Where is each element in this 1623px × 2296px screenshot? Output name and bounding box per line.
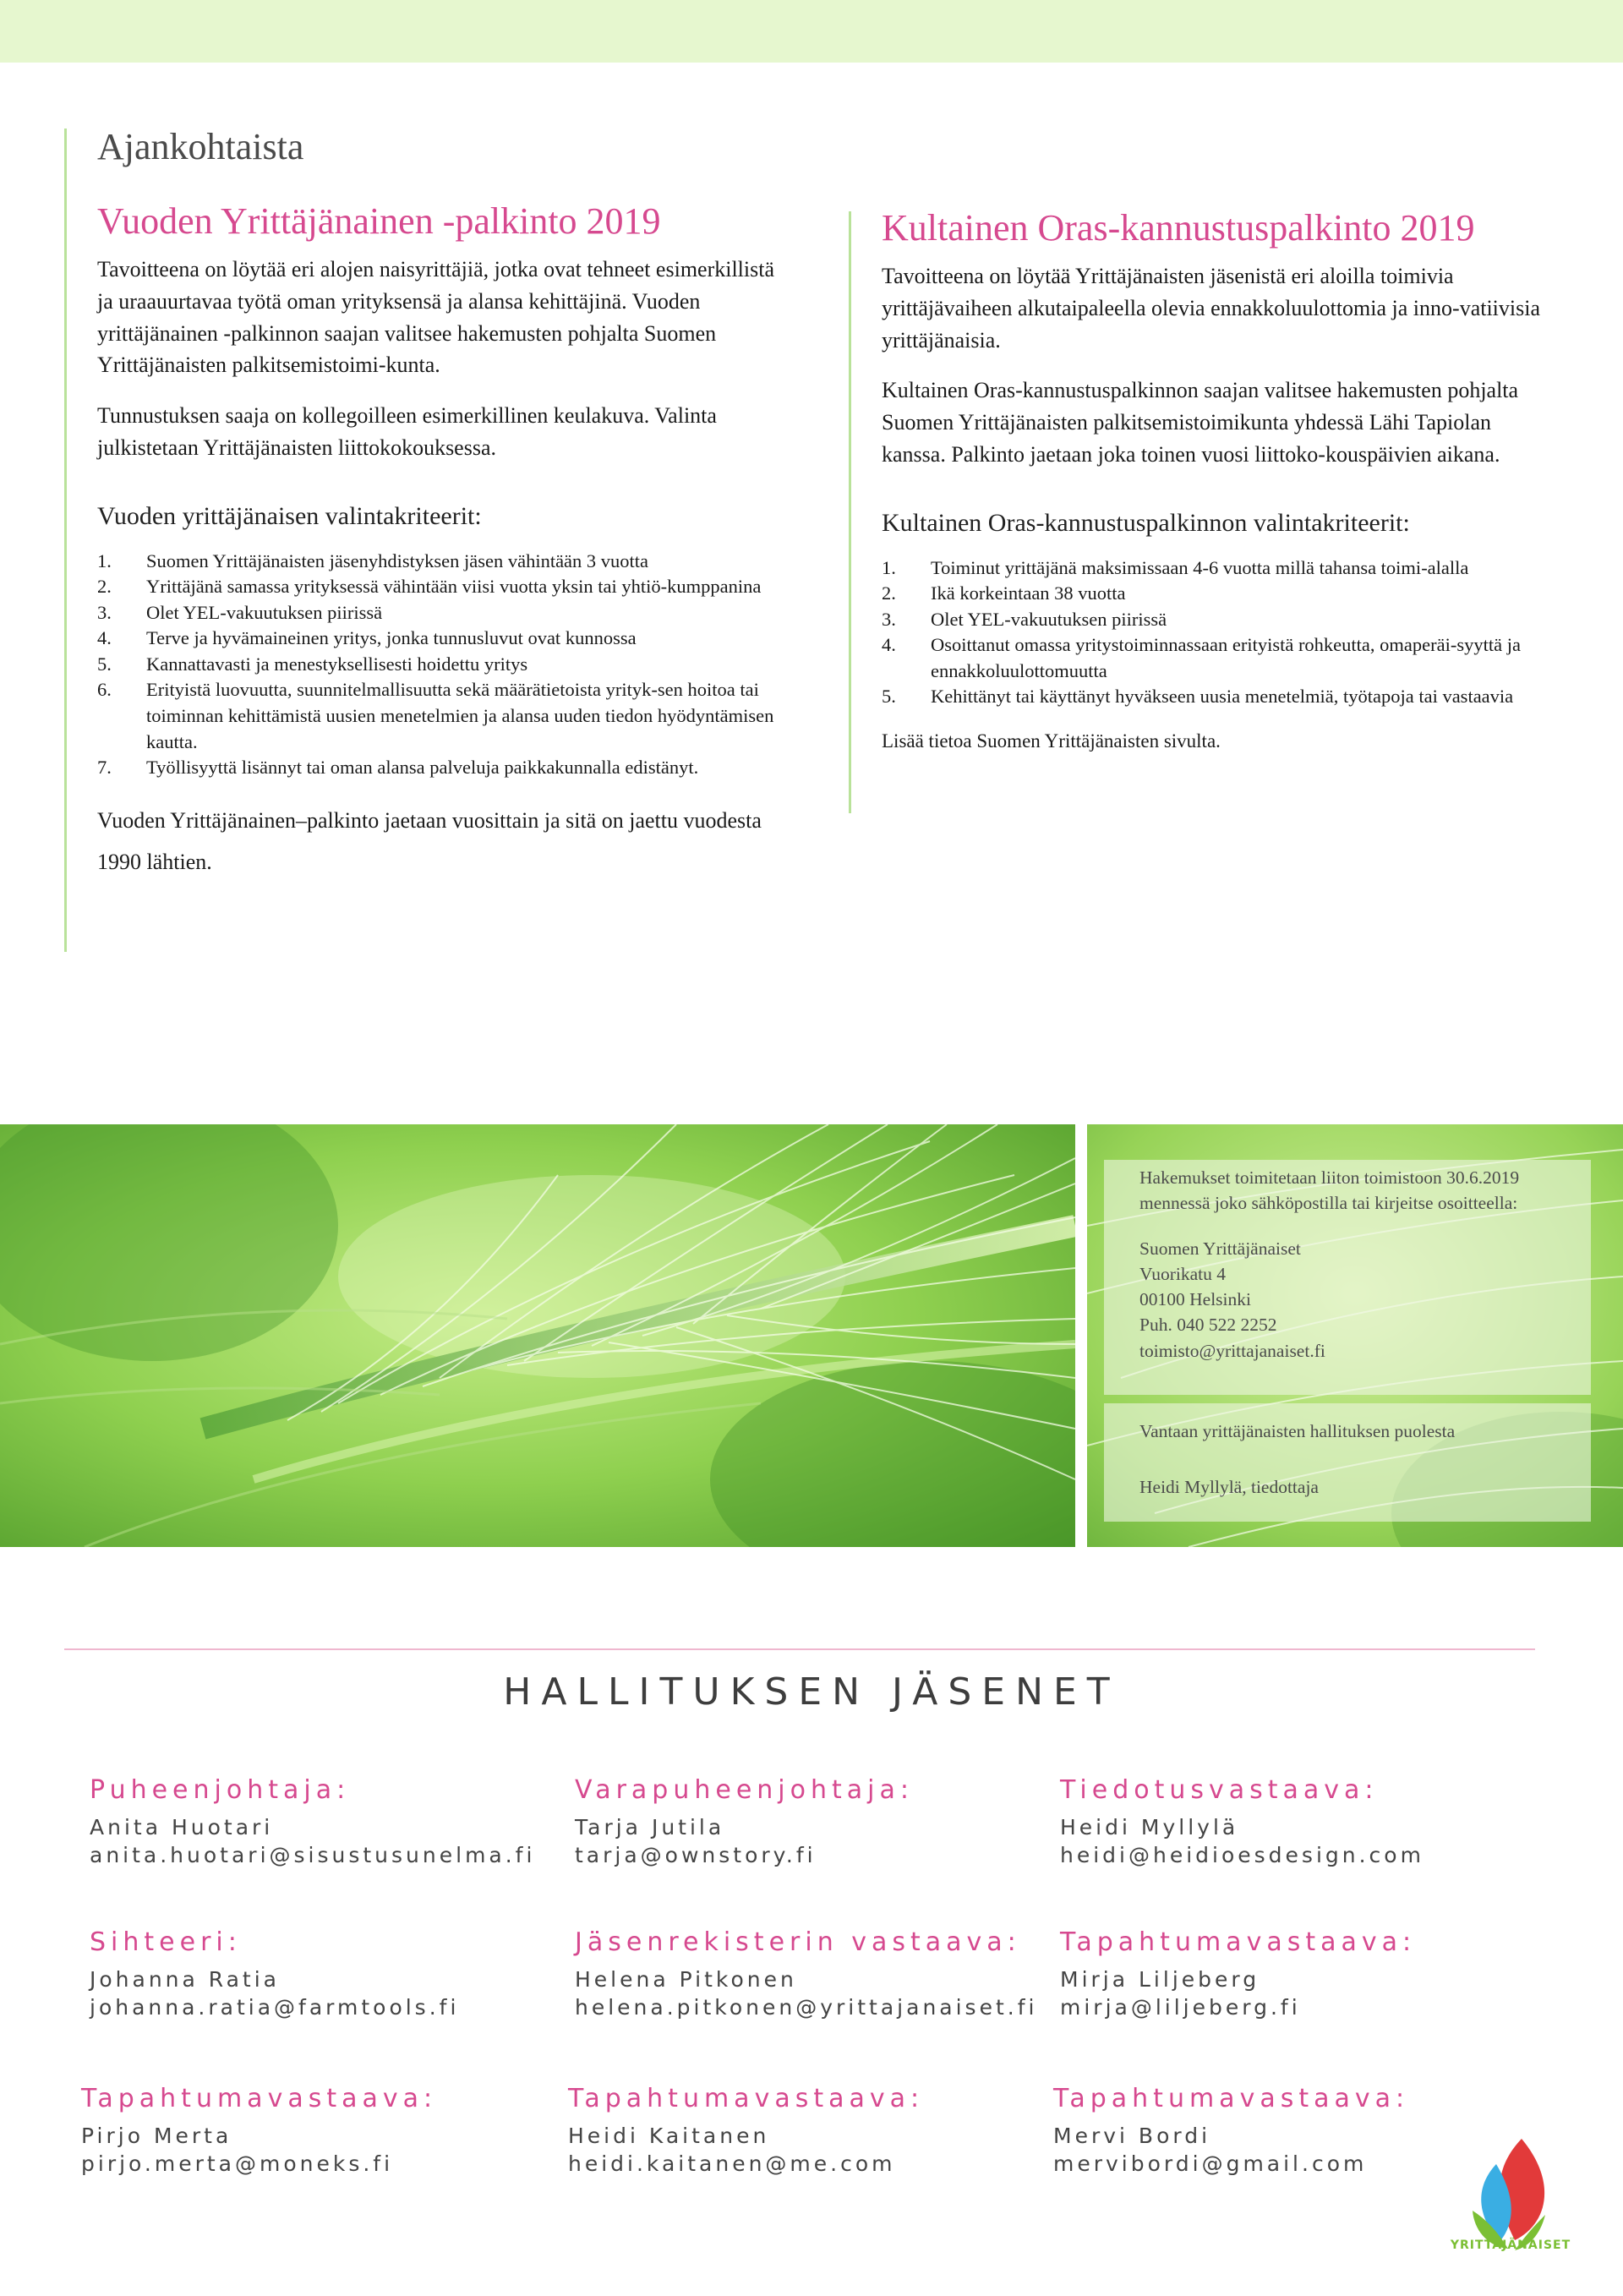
behalf-text: Vantaan yrittäjänaisten hallituksen puolesta xyxy=(1139,1421,1456,1441)
list-text: Olet YEL-vakuutuksen piirissä xyxy=(931,608,1167,630)
list-item xyxy=(882,581,1559,607)
member-card xyxy=(575,1775,914,1869)
member-role: Puheenjohtaja: xyxy=(90,1775,351,1805)
list-item xyxy=(882,632,1559,684)
submit-line-1: Hakemukset toimitetaan liiton toimistoon 30.6.2019 xyxy=(1139,1167,1520,1188)
member-role: Jäsenrekisterin vastaava: xyxy=(575,1927,1021,1957)
list-text: Terve ja hyvämaineinen yritys, jonka tunnusluvut ovat kunnossa xyxy=(146,627,637,649)
member-email[interactable]: tarja@ownstory.fi xyxy=(575,1842,817,1867)
list-number: 3. xyxy=(97,601,112,623)
right-column xyxy=(849,207,1559,813)
grass-photo-left xyxy=(0,1124,1075,1547)
member-name: Heidi Myllylä xyxy=(1060,1815,1239,1840)
contact-email[interactable]: toimisto@yrittajanaiset.fi xyxy=(1139,1340,1325,1361)
list-text: Suomen Yrittäjänaisten jäsenyhdistyksen jäsen vähintään 3 vuotta xyxy=(146,549,649,571)
list-text: Erityistä luovuutta, suunnitelmallisuutta sekä määrätietoista yrityk-sen hoitoa tai toiminnan kehittämistä uusien menetelmien ja alansa uuden tiedon hyödyntämisen kautta. xyxy=(146,679,774,752)
logo-text: YRITTÄJÄNAISET xyxy=(1450,2239,1571,2252)
member-name: Tarja Jutila xyxy=(575,1815,725,1840)
left-criteria-title: Vuoden yrittäjänaisen valintakriteerit: xyxy=(97,501,482,530)
right-heading: Kultainen Oras-kannustuspalkinto 2019 xyxy=(882,207,1475,249)
member-name: Anita Huotari xyxy=(90,1815,274,1840)
member-name: Johanna Ratia xyxy=(90,1967,280,1992)
list-text: Kehittänyt tai käyttänyt hyväkseen uusia menetelmiä, työtapoja tai vastaavia xyxy=(931,686,1514,708)
list-number: 6. xyxy=(97,679,112,701)
list-item xyxy=(882,684,1559,710)
list-item xyxy=(97,549,774,575)
list-item xyxy=(882,555,1559,582)
postal-address: 00100 Helsinki xyxy=(1139,1289,1251,1310)
member-name: Mirja Liljeberg xyxy=(1060,1967,1260,1992)
member-email[interactable]: heidi@heidioesdesign.com xyxy=(1060,1842,1424,1867)
list-number: 1. xyxy=(97,549,112,571)
list-text: Osoittanut omassa yritystoiminnassaan erityistä rohkeutta, omaperäi-syyttä ja ennakkoluulottomuutta xyxy=(931,634,1521,681)
member-card xyxy=(1060,1775,1424,1869)
list-number: 2. xyxy=(97,576,112,598)
right-paragraph-2: Kultainen Oras-kannustuspalkinnon saajan valitsee hakemusten pohjalta Suomen Yrittäjänaisten palkitsemistoimikunta yhdessä Lähi Tapiolan kanssa. Palkinto jaetaan joka toinen vuosi liittoko-kouspäivien aikana. xyxy=(882,378,1519,467)
member-card xyxy=(1060,1927,1416,2021)
street-address: Vuorikatu 4 xyxy=(1139,1264,1227,1285)
member-role: Tapahtumavastaava: xyxy=(81,2084,438,2113)
divider xyxy=(64,1648,1535,1650)
list-item xyxy=(97,755,774,781)
list-number: 1. xyxy=(882,556,896,578)
member-email[interactable]: helena.pitkonen@yrittajanaiset.fi xyxy=(575,1994,1038,2020)
left-intro: Tavoitteena on löytää eri alojen naisyrittäjiä, jotka ovat tehneet esimerkillistä ja uraauurtavaa työtä oman yrityksensä ja alansa kehittäjinä. Vuoden yrittäjänainen -palkinnon saajan valitsee hakemusten pohjalta Suomen Yrittäjänaisten palkitsemistoimi-kunta. xyxy=(97,257,775,378)
member-card xyxy=(568,2084,924,2178)
member-name: Helena Pitkonen xyxy=(575,1967,797,1992)
list-item xyxy=(882,607,1559,633)
left-paragraph-2: Tunnustuksen saaja on kollegoilleen esimerkillinen keulakuva. Valinta julkistetaan Yrittäjänaisten liittokokouksessa. xyxy=(97,403,717,460)
member-email[interactable]: mervibordi@gmail.com xyxy=(1053,2151,1368,2176)
application-info-box xyxy=(1104,1160,1591,1395)
list-item xyxy=(97,574,774,600)
list-text: Toiminut yrittäjänä maksimissaan 4-6 vuotta millä tahansa toimi-alalla xyxy=(931,556,1469,578)
member-email[interactable]: mirja@liljeberg.fi xyxy=(1060,1994,1301,2020)
left-outro: Vuoden Yrittäjänainen–palkinto jaetaan vuosittain ja sitä on jaettu vuodesta 1990 lähtien. xyxy=(97,807,762,875)
member-role: Tiedotusvastaava: xyxy=(1060,1775,1379,1805)
member-role: Tapahtumavastaava: xyxy=(1060,1927,1417,1957)
left-column xyxy=(64,128,774,952)
member-role: Varapuheenjohtaja: xyxy=(575,1775,914,1805)
member-name: Mervi Bordi xyxy=(1053,2124,1211,2148)
member-card xyxy=(1053,2084,1409,2178)
left-heading: Vuoden Yrittäjänainen -palkinto 2019 xyxy=(97,200,661,242)
list-number: 4. xyxy=(882,634,896,656)
left-criteria-list xyxy=(97,549,774,781)
org-name: Suomen Yrittäjänaiset xyxy=(1139,1238,1301,1260)
list-text: Yrittäjänä samassa yrityksessä vähintään viisi vuotta yksin tai yhtiö-kumppanina xyxy=(146,576,762,598)
member-name: Pirjo Merta xyxy=(81,2124,232,2148)
list-text: Ikä korkeintaan 38 vuotta xyxy=(931,582,1126,604)
member-email[interactable]: heidi.kaitanen@me.com xyxy=(568,2151,896,2176)
list-number: 3. xyxy=(882,608,896,630)
right-criteria-list xyxy=(882,555,1559,711)
member-email[interactable]: anita.huotari@sisustusunelma.fi xyxy=(90,1842,536,1867)
member-card xyxy=(575,1927,1037,2021)
list-text: Olet YEL-vakuutuksen piirissä xyxy=(146,601,383,623)
member-email[interactable]: pirjo.merta@moneks.fi xyxy=(81,2151,394,2176)
section-title: Ajankohtaista xyxy=(97,126,304,167)
right-criteria-title: Kultainen Oras-kannustuspalkinnon valintakriteerit: xyxy=(882,508,1410,537)
signer-name: Heidi Myllylä, tiedottaja xyxy=(1139,1477,1319,1498)
member-card xyxy=(90,1927,459,2021)
list-item xyxy=(97,600,774,626)
list-number: 2. xyxy=(882,582,896,604)
member-role: Tapahtumavastaava: xyxy=(568,2084,925,2113)
grass-image xyxy=(0,1124,1075,1547)
member-role: Tapahtumavastaava: xyxy=(1053,2084,1410,2113)
right-intro: Tavoitteena on löytää Yrittäjänaisten jäsenistä eri aloilla toimivia yrittäjävaiheen alkutaipaleella olevia ennakkoluulottomia ja inno-vatiivisia yrittäjänaisia. xyxy=(882,264,1541,353)
submit-line-2: mennessä joko sähköpostilla tai kirjeitse osoitteella: xyxy=(1139,1193,1518,1214)
list-number: 4. xyxy=(97,627,112,649)
list-text: Kannattavasti ja menestyksellisesti hoidettu yritys xyxy=(146,653,528,675)
member-role: Sihteeri: xyxy=(90,1927,242,1957)
board-title: HALLITUKSEN JÄSENET xyxy=(503,1670,1120,1714)
member-card xyxy=(81,2084,437,2178)
list-item xyxy=(97,652,774,678)
more-info-link[interactable]: Lisää tietoa Suomen Yrittäjänaisten sivulta. xyxy=(882,730,1221,752)
phone-number: Puh. 040 522 2252 xyxy=(1139,1315,1277,1336)
member-name: Heidi Kaitanen xyxy=(568,2124,770,2148)
list-number: 5. xyxy=(882,686,896,708)
top-band xyxy=(0,0,1623,63)
list-number: 7. xyxy=(97,757,112,779)
member-card xyxy=(90,1775,535,1869)
list-number: 5. xyxy=(97,653,112,675)
list-item xyxy=(97,677,774,755)
signature-box xyxy=(1104,1403,1591,1522)
list-text: Työllisyyttä lisännyt tai oman alansa palveluja paikkakunnalla edistänyt. xyxy=(146,757,699,779)
member-email[interactable]: johanna.ratia@farmtools.fi xyxy=(90,1994,460,2020)
list-item xyxy=(97,626,774,652)
